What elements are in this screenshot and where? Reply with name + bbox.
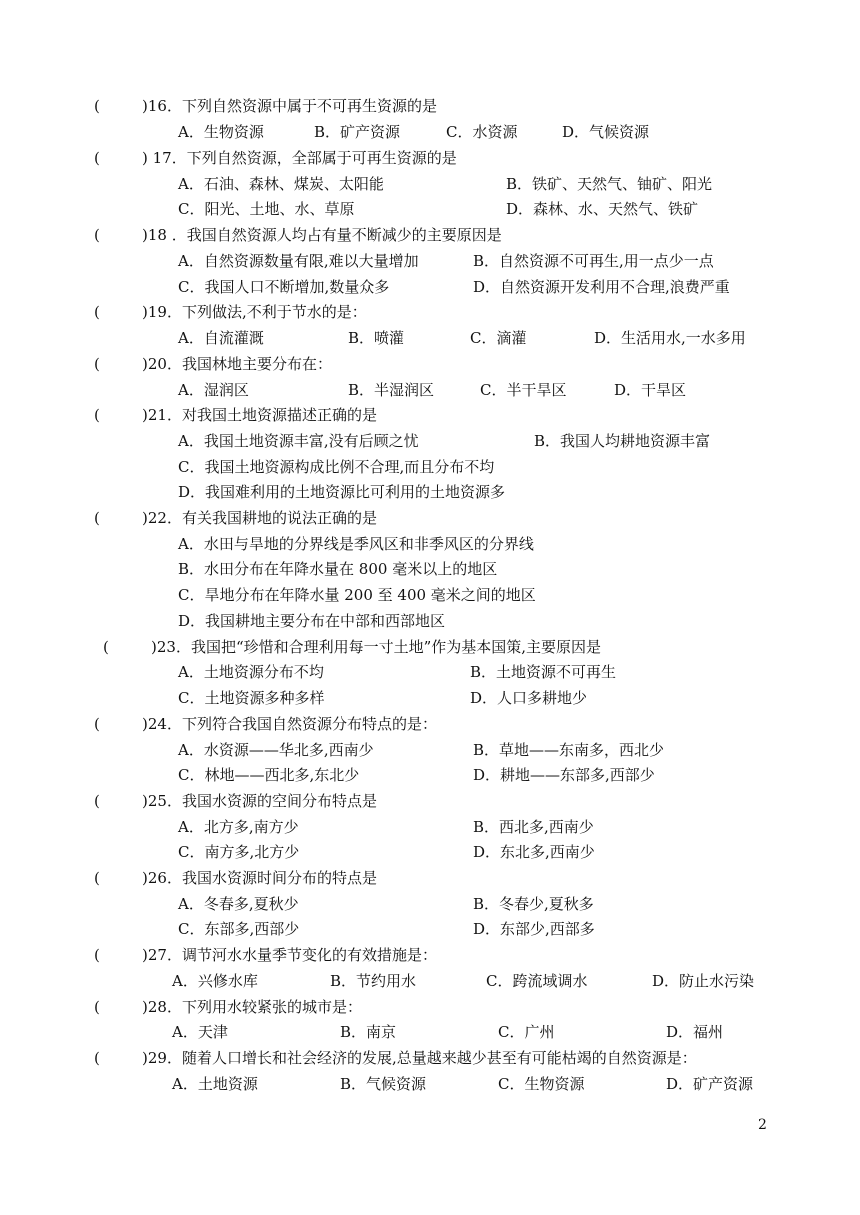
option: B．半湿润区	[348, 381, 435, 399]
answer-bracket: (	[94, 303, 100, 321]
option: A．自然资源数量有限,难以大量增加	[178, 252, 419, 270]
option: B．南京	[340, 1023, 397, 1041]
answer-bracket: (	[94, 946, 100, 964]
option: C．阳光、土地、水、草原	[178, 200, 355, 218]
answer-bracket: (	[94, 1049, 100, 1067]
option: C．土地资源多种多样	[178, 689, 325, 707]
option: A．冬春多,夏秋少	[178, 895, 299, 913]
option: C．林地——西北多,东北少	[178, 766, 360, 784]
option: A．生物资源	[178, 123, 264, 141]
option: C．旱地分布在年降水量 200 至 400 毫米之间的地区	[178, 586, 536, 604]
option: A．石油、森林、煤炭、太阳能	[178, 175, 384, 193]
question-stem: )21．对我国土地资源描述正确的是	[142, 406, 377, 424]
option: C．南方多,北方少	[178, 843, 300, 861]
option: D．我国耕地主要分布在中部和西部地区	[178, 612, 446, 630]
option: D．东部少,西部多	[473, 920, 595, 938]
option: A．北方多,南方少	[178, 818, 299, 836]
question-stem: )26．我国水资源时间分布的特点是	[142, 869, 377, 887]
option: B．自然资源不可再生,用一点少一点	[473, 252, 714, 270]
option: C．半干旱区	[480, 381, 567, 399]
answer-bracket: (	[94, 406, 100, 424]
question-stem: )23．我国把“珍惜和合理利用每一寸土地”作为基本国策,主要原因是	[151, 638, 602, 656]
question-stem: )19．下列做法,不利于节水的是：	[142, 303, 367, 321]
answer-bracket: (	[94, 715, 100, 733]
option: D．生活用水,一水多用	[594, 329, 746, 347]
option: D．自然资源开发利用不合理,浪费严重	[473, 278, 730, 296]
question-stem: )22．有关我国耕地的说法正确的是	[142, 509, 377, 527]
question-stem: )27．调节河水水量季节变化的有效措施是：	[142, 946, 437, 964]
option: B．水田分布在年降水量在 800 毫米以上的地区	[178, 560, 498, 578]
option: C．水资源	[446, 123, 518, 141]
question-stem: ) 17．下列自然资源，全部属于可再生资源的是	[142, 149, 457, 167]
option: C．生物资源	[498, 1075, 585, 1093]
option: B．矿产资源	[314, 123, 401, 141]
answer-bracket: (	[94, 97, 100, 115]
option: C．东部多,西部少	[178, 920, 300, 938]
answer-bracket: (	[94, 149, 100, 167]
option: C．广州	[498, 1023, 555, 1041]
option: A．天津	[172, 1023, 228, 1041]
option: B．土地资源不可再生	[470, 663, 617, 681]
answer-bracket: (	[94, 998, 100, 1016]
option: B．草地——东南多，西北少	[473, 741, 665, 759]
option: A．湿润区	[178, 381, 249, 399]
question-stem: )20．我国林地主要分布在：	[142, 355, 332, 373]
option: A．水田与旱地的分界线是季风区和非季风区的分界线	[178, 535, 534, 553]
option: D．防止水污染	[652, 972, 755, 990]
option: D．福州	[666, 1023, 724, 1041]
question-stem: )24．下列符合我国自然资源分布特点的是：	[142, 715, 437, 733]
option: D．我国难利用的土地资源比可利用的土地资源多	[178, 483, 506, 501]
question-stem: )25．我国水资源的空间分布特点是	[142, 792, 377, 810]
option: D．人口多耕地少	[470, 689, 588, 707]
question-stem: )18 ．我国自然资源人均占有量不断减少的主要原因是	[142, 226, 502, 244]
answer-bracket: (	[94, 792, 100, 810]
question-stem: )28．下列用水较紧张的城市是：	[142, 998, 362, 1016]
option: C．我国人口不断增加,数量众多	[178, 278, 390, 296]
answer-bracket: (	[94, 869, 100, 887]
option: C．滴灌	[470, 329, 527, 347]
option: B．气候资源	[340, 1075, 427, 1093]
answer-bracket: (	[103, 638, 109, 656]
option: A．土地资源分布不均	[178, 663, 324, 681]
option: B．西北多,西南少	[473, 818, 594, 836]
page-number: 2	[758, 1117, 767, 1133]
option: B．节约用水	[330, 972, 417, 990]
option: A．土地资源	[172, 1075, 258, 1093]
option: B．冬春少,夏秋多	[473, 895, 594, 913]
question-stem: )29．随着人口增长和社会经济的发展,总量越来越少甚至有可能枯竭的自然资源是：	[142, 1049, 697, 1067]
option: A．水资源——华北多,西南少	[178, 741, 374, 759]
option: D．东北多,西南少	[473, 843, 595, 861]
question-stem: )16．下列自然资源中属于不可再生资源的是	[142, 97, 437, 115]
option: B．我国人均耕地资源丰富	[534, 432, 711, 450]
option: C．我国土地资源构成比例不合理,而且分布不均	[178, 458, 495, 476]
answer-bracket: (	[94, 226, 100, 244]
answer-bracket: (	[94, 355, 100, 373]
option: B．喷灌	[348, 329, 405, 347]
option: D．森林、水、天然气、铁矿	[506, 200, 699, 218]
option: B．铁矿、天然气、铀矿、阳光	[506, 175, 713, 193]
option: D．干旱区	[614, 381, 687, 399]
option: A．自流灌溉	[178, 329, 264, 347]
option: D．气候资源	[562, 123, 650, 141]
option: D．耕地——东部多,西部少	[473, 766, 655, 784]
option: D．矿产资源	[666, 1075, 754, 1093]
option: A．兴修水库	[172, 972, 258, 990]
option: A．我国土地资源丰富,没有后顾之忧	[178, 432, 419, 450]
answer-bracket: (	[94, 509, 100, 527]
option: C．跨流域调水	[486, 972, 588, 990]
